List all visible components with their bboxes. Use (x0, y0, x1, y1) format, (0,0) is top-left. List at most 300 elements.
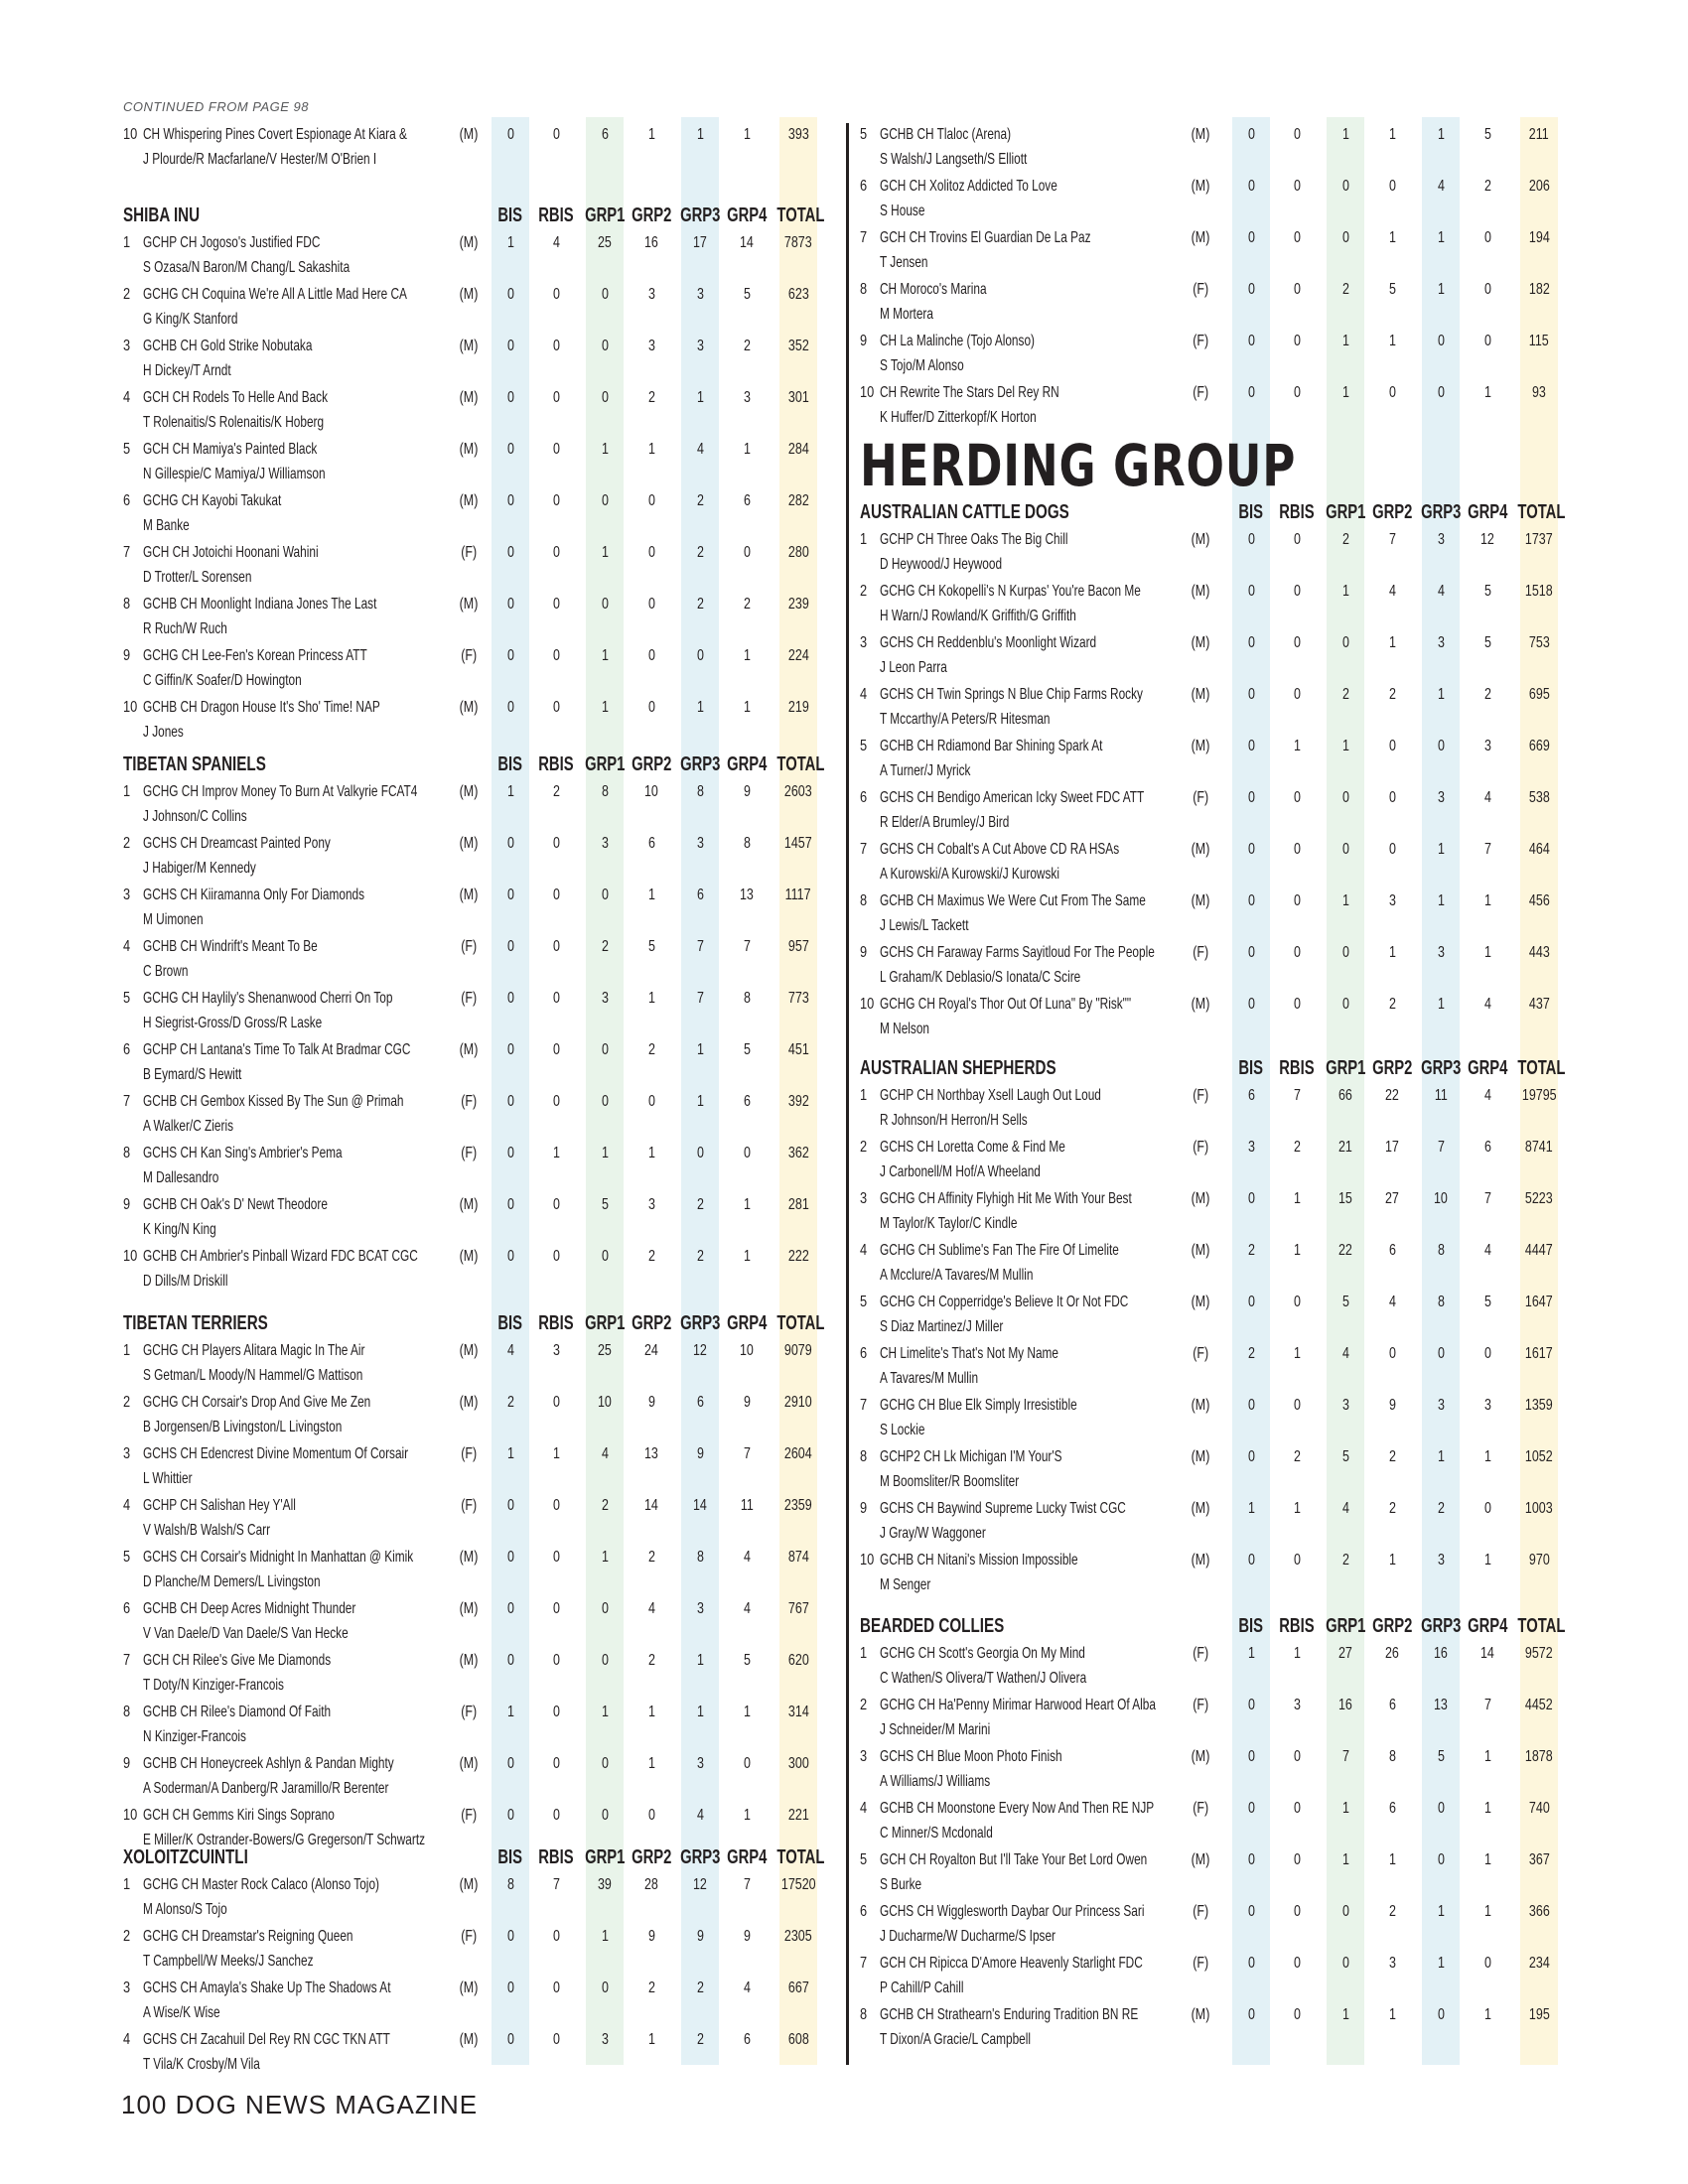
rbis-count-value: 3 (1293, 1697, 1301, 1713)
owners: A Mcclure/A Tavares/M Mullin (880, 1267, 1034, 1284)
total-points (769, 230, 828, 255)
owners: D Heywood/J Heywood (880, 556, 1003, 573)
dog-name: GCHG CH Kayobi Takukat (143, 492, 282, 509)
list-item (123, 487, 818, 539)
carryover-list (860, 121, 1568, 431)
bis-count-value: 0 (1247, 634, 1255, 651)
list-item (123, 1088, 818, 1140)
column-header-label: GRP3 (1420, 1615, 1462, 1637)
grp4-count (717, 1089, 776, 1114)
grp4-count (717, 282, 776, 307)
owners: A Tavares/M Mullin (880, 1370, 979, 1387)
list-item (123, 830, 818, 882)
grp1-count-value: 27 (1338, 1645, 1352, 1662)
total-points (769, 986, 828, 1011)
grp4-count-value: 3 (1483, 738, 1491, 754)
rank-number: 9 (123, 1196, 131, 1213)
rank-number: 1 (123, 234, 131, 251)
total-points (1509, 1186, 1569, 1211)
list-item (123, 121, 818, 173)
total-points-value: 314 (787, 1704, 809, 1720)
dog-name: GCHG CH Haylily's Shenanwood Cherri On Top (143, 990, 393, 1007)
dog-name: GCHB CH Dragon House It's Sho' Time! NAP (143, 699, 380, 716)
list-item (123, 1975, 818, 2026)
bis-count-value: 1 (1247, 1500, 1255, 1517)
grp1-count-value: 1 (601, 441, 609, 458)
grp2-count-value: 1 (647, 441, 655, 458)
owners: R Johnson/H Herron/H Sells (880, 1112, 1028, 1129)
sex-text: (F) (1193, 1800, 1208, 1817)
sex-text: (M) (459, 699, 479, 716)
sex-text: (F) (461, 1093, 477, 1110)
sex-text: (M) (459, 1549, 479, 1566)
grp4-count (1458, 1693, 1517, 1717)
sex-text: (F) (1193, 1139, 1208, 1156)
column-header-label: GRP2 (631, 1312, 672, 1334)
grp3-count-value: 11 (1434, 1087, 1448, 1104)
grp1-count-value: 5 (1341, 1448, 1349, 1465)
list-item (123, 1243, 818, 1295)
grp2-count-value: 2 (647, 1248, 655, 1265)
total-points (1509, 1693, 1569, 1717)
rank-number: 9 (123, 647, 131, 664)
grp4-count (717, 488, 776, 513)
grp2-count-value: 0 (647, 596, 655, 613)
grp3-count-value: 8 (1437, 1242, 1445, 1259)
grp1-count-value: 66 (1338, 1087, 1352, 1104)
grp4-count (1458, 1796, 1517, 1821)
rank-number: 2 (123, 1928, 131, 1945)
grp4-count-value: 5 (743, 1041, 751, 1058)
rbis-count-value: 1 (552, 1445, 560, 1462)
grp1-count-value: 0 (1341, 229, 1349, 246)
list-item (860, 526, 1568, 578)
rank-number: 8 (860, 2006, 868, 2023)
sex-text: (M) (1191, 1397, 1210, 1414)
sex-text: (F) (461, 1497, 477, 1514)
grp3-count-value: 14 (693, 1497, 707, 1514)
bis-count-value: 0 (506, 492, 514, 509)
owners: S Ozasa/N Baron/M Chang/L Sakashita (143, 259, 351, 276)
bis-count-value: 0 (1247, 1190, 1255, 1207)
total-points (1509, 1341, 1569, 1366)
total-points-value: 538 (1528, 789, 1550, 806)
dog-name: GCHS CH Loretta Come & Find Me (880, 1139, 1065, 1156)
grp3-count-value: 0 (696, 1145, 704, 1161)
dog-name: GCHG CH Scott's Georgia On My Mind (880, 1645, 1085, 1662)
grp2-count-value: 3 (1388, 892, 1396, 909)
rbis-count-value: 0 (552, 1093, 560, 1110)
grp4-count-value: 8 (743, 835, 751, 852)
rank-number: 4 (860, 1800, 868, 1817)
total-points-value: 115 (1529, 333, 1549, 349)
grp1-count-value: 21 (1338, 1139, 1352, 1156)
dog-name: GCHS CH Kiiramanna Only For Diamonds (143, 887, 365, 903)
owners: C Minner/S Mcdonald (880, 1825, 993, 1842)
grp1-count-value: 0 (1341, 1903, 1349, 1920)
rbis-count-value: 0 (1293, 944, 1301, 961)
rank-number: 4 (123, 2031, 131, 2048)
list-item (123, 1595, 818, 1647)
rbis-count-value: 1 (1293, 1500, 1301, 1517)
grp4-count (1458, 1744, 1517, 1769)
total-points (1509, 837, 1569, 862)
total-points-value: 195 (1528, 2006, 1550, 2023)
grp2-count-value: 24 (644, 1342, 658, 1359)
bis-count-value: 0 (506, 1755, 514, 1772)
total-points-value: 93 (1532, 384, 1546, 401)
breed-section (860, 1050, 1568, 1598)
owners: E Miller/K Ostrander-Bowers/G Gregerson/T Schwartz (143, 1832, 426, 1848)
grp4-count-value: 9 (743, 1394, 751, 1411)
rbis-count-value: 0 (552, 1652, 560, 1669)
total-points (769, 1441, 828, 1466)
column-header (1509, 1615, 1569, 1638)
grp3-count-value: 0 (1437, 384, 1445, 401)
total-points-value: 623 (787, 286, 809, 303)
owners: T Vila/K Crosby/M Vila (143, 2056, 260, 2073)
rbis-count-value: 1 (1293, 738, 1301, 754)
grp2-count-value: 1 (647, 1145, 655, 1161)
list-item (123, 1544, 818, 1595)
column-header-label: GRP1 (1325, 1615, 1366, 1637)
breed-name: SHIBA INU (123, 205, 201, 226)
grp4-count (1458, 1186, 1517, 1211)
rank-number: 1 (123, 1342, 131, 1359)
rbis-count-value: 0 (552, 1248, 560, 1265)
dog-name: GCHS CH Edencrest Divine Momentum Of Corsair (143, 1445, 409, 1462)
rbis-count-value: 0 (552, 938, 560, 955)
bis-count-value: 0 (1247, 229, 1255, 246)
dog-name: GCHG CH Affinity Flyhigh Hit Me With Your Best (880, 1190, 1132, 1207)
grp3-count-value: 7 (696, 938, 704, 955)
total-points-value: 211 (1529, 126, 1549, 143)
list-item (123, 1492, 818, 1544)
breed-name: XOLOITZCUINTLI (123, 1846, 248, 1868)
grp4-count (1458, 2002, 1517, 2027)
grp1-count-value: 25 (598, 1342, 612, 1359)
column-header-label: BIS (497, 1312, 523, 1334)
bis-count-value: 0 (1247, 1800, 1255, 1817)
sex-indicator (1181, 1290, 1220, 1314)
sex-text: (M) (1191, 634, 1210, 651)
grp1-count-value: 22 (1338, 1242, 1352, 1259)
rbis-count-value: 0 (552, 1394, 560, 1411)
grp2-count-value: 1 (1388, 2006, 1396, 2023)
grp1-count-value: 1 (1341, 2006, 1349, 2023)
total-points-value: 451 (787, 1041, 809, 1058)
grp1-count-value: 3 (601, 2031, 609, 2048)
total-points-value: 1003 (1525, 1500, 1553, 1517)
grp1-count-value: 4 (1341, 1500, 1349, 1517)
bis-count-value: 0 (1247, 1294, 1255, 1310)
grp1-count-value: 0 (601, 389, 609, 406)
rank-number: 7 (860, 841, 868, 858)
column-header (717, 753, 776, 776)
total-points-value: 970 (1528, 1552, 1550, 1569)
grp3-count-value: 12 (693, 1876, 707, 1893)
list-item (860, 276, 1568, 328)
dog-name: GCHG CH Improv Money To Burn At Valkyrie FCAT4 (143, 783, 418, 800)
grp4-count-value: 4 (743, 1600, 751, 1617)
grp1-count-value: 0 (601, 1041, 609, 1058)
sex-text: (M) (1191, 1294, 1210, 1310)
rbis-count-value: 0 (552, 1807, 560, 1824)
dog-name: GCHS CH Twin Springs N Blue Chip Farms Rocky (880, 686, 1143, 703)
column-header (717, 1312, 776, 1335)
grp1-count-value: 1 (1341, 126, 1349, 143)
grp1-count-value: 7 (1341, 1748, 1349, 1765)
grp2-count-value: 2 (647, 389, 655, 406)
grp4-count (1458, 785, 1517, 810)
grp3-count-value: 1 (1437, 1955, 1445, 1972)
section-heading: HERDING GROUP (860, 432, 1297, 499)
grp4-count (717, 1441, 776, 1466)
dog-name: GCHS CH Corsair's Midnight In Manhattan @ Kimik (143, 1549, 414, 1566)
list-item (860, 121, 1568, 173)
grp3-count-value: 1 (696, 1704, 704, 1720)
column-header-label: BIS (1238, 1057, 1264, 1079)
grp2-count-value: 1 (1388, 1851, 1396, 1868)
grp3-count-value: 4 (1437, 583, 1445, 600)
sex-indicator (1181, 122, 1220, 147)
dog-name: GCH CH Ripicca D'Amore Heavenly Starlight FDC (880, 1955, 1143, 1972)
owners: T Campbell/W Meeks/J Sanchez (143, 1953, 314, 1970)
total-points-value: 1878 (1525, 1748, 1553, 1765)
sex-text: (M) (459, 1600, 479, 1617)
owners: J Gray/W Waggoner (880, 1525, 986, 1542)
grp3-count-value: 3 (696, 1755, 704, 1772)
rank-number: 8 (860, 1448, 868, 1465)
sex-text: (M) (459, 338, 479, 354)
owners: J Schneider/M Marini (880, 1721, 991, 1738)
grp4-count (717, 986, 776, 1011)
grp2-count-value: 9 (647, 1928, 655, 1945)
grp2-count-value: 2 (1388, 1903, 1396, 1920)
sex-text: (M) (459, 596, 479, 613)
grp4-count-value: 4 (1483, 996, 1491, 1013)
rbis-count-value: 1 (1293, 1242, 1301, 1259)
rank-number: 4 (123, 1497, 131, 1514)
total-points-value: 5223 (1525, 1190, 1553, 1207)
rbis-count-value: 0 (552, 286, 560, 303)
total-points-value: 4452 (1525, 1697, 1553, 1713)
rank-number: 7 (860, 1397, 868, 1414)
grp2-count-value: 0 (1388, 1345, 1396, 1362)
rbis-count-value: 0 (552, 1600, 560, 1617)
grp1-count-value: 16 (1338, 1697, 1352, 1713)
owners: S Burke (880, 1876, 922, 1893)
bis-count-value: 0 (506, 389, 514, 406)
grp3-count-value: 13 (1434, 1697, 1448, 1713)
owners: J Jones (143, 724, 184, 741)
total-points-value: 300 (787, 1755, 809, 1772)
grp4-count-value: 1 (1483, 944, 1491, 961)
grp3-count-value: 2 (696, 1979, 704, 1996)
dog-name: GCHB CH Moonstone Every Now And Then RE NJP (880, 1800, 1155, 1817)
grp3-count-value: 1 (1437, 1903, 1445, 1920)
grp4-count-value: 4 (743, 1549, 751, 1566)
grp4-count-value: 0 (743, 544, 751, 561)
bis-count-value: 1 (506, 234, 514, 251)
grp4-count (717, 643, 776, 668)
grp1-count-value: 10 (598, 1394, 612, 1411)
dog-name: GCHG CH Ha'Penny Mirimar Harwood Heart Of Alba (880, 1697, 1156, 1713)
grp4-count-value: 3 (743, 389, 751, 406)
list-item (860, 629, 1568, 681)
dog-name: GCHS CH Amayla's Shake Up The Shadows At (143, 1979, 391, 1996)
owners: A Turner/J Myrick (880, 762, 971, 779)
column-header-label: BIS (497, 205, 523, 226)
column-header-label: RBIS (1279, 1615, 1315, 1637)
rank-number: 4 (123, 389, 131, 406)
column-header (1509, 501, 1569, 524)
owners: M Boomsliter/R Boomsliter (880, 1473, 1020, 1490)
dog-name: GCHS CH Bendigo American Icky Sweet FDC ATT (880, 789, 1145, 806)
sex-indicator (1181, 1951, 1220, 1976)
grp3-count-value: 8 (1437, 1294, 1445, 1310)
sex-indicator (1181, 1796, 1220, 1821)
total-points-value: 301 (787, 389, 809, 406)
rbis-count-value: 1 (1293, 1345, 1301, 1362)
rank-number: 9 (860, 944, 868, 961)
total-points-value: 224 (787, 647, 809, 664)
grp3-count-value: 1 (1437, 686, 1445, 703)
grp3-count-value: 1 (1437, 841, 1445, 858)
list-item (860, 1846, 1568, 1898)
rbis-count-value: 0 (1293, 841, 1301, 858)
owners: L Whittier (143, 1470, 193, 1487)
bis-count-value: 0 (1247, 738, 1255, 754)
list-item (860, 2001, 1568, 2053)
total-points (769, 1700, 828, 1724)
list-item (860, 1134, 1568, 1185)
list-item (123, 539, 818, 591)
sex-indicator (1181, 1393, 1220, 1418)
rbis-count-value: 0 (552, 441, 560, 458)
bis-count-value: 0 (506, 338, 514, 354)
breed-name: BEARDED COLLIES (860, 1615, 1005, 1637)
list-item (860, 224, 1568, 276)
grp2-count-value: 2 (1388, 996, 1396, 1013)
sex-text: (M) (1191, 583, 1210, 600)
owners: J Leon Parra (880, 659, 947, 676)
grp3-count-value: 1 (696, 389, 704, 406)
sex-text: (M) (1191, 1190, 1210, 1207)
grp4-count (1458, 277, 1517, 302)
grp3-count-value: 2 (1437, 1500, 1445, 1517)
owners: A Williams/J Williams (880, 1773, 991, 1790)
grp4-count-value: 13 (740, 887, 754, 903)
grp1-count-value: 0 (601, 286, 609, 303)
grp3-count-value: 6 (696, 1394, 704, 1411)
grp2-count-value: 1 (1388, 126, 1396, 143)
breed-name: AUSTRALIAN CATTLE DOGS (860, 501, 1069, 523)
list-item (860, 1950, 1568, 2001)
grp4-count-value: 0 (743, 1145, 751, 1161)
list-item (860, 1743, 1568, 1795)
rank-number: 8 (860, 281, 868, 298)
column-header-label: GRP2 (1371, 1615, 1413, 1637)
total-points-value: 620 (787, 1652, 809, 1669)
owners: J Carbonell/M Hof/A Wheeland (880, 1163, 1041, 1180)
column-header (769, 1846, 828, 1869)
total-points (769, 1648, 828, 1673)
grp4-count-value: 2 (743, 596, 751, 613)
grp3-count-value: 1 (696, 1093, 704, 1110)
grp4-count-value: 2 (1483, 178, 1491, 195)
grp4-count-value: 14 (740, 234, 754, 251)
sex-text: (M) (1191, 229, 1210, 246)
grp1-count-value: 0 (601, 1755, 609, 1772)
list-item (123, 591, 818, 642)
column-header-label: RBIS (538, 1846, 574, 1868)
sex-indicator (1181, 1341, 1220, 1366)
grp4-count-value: 9 (743, 1928, 751, 1945)
grp4-count (1458, 630, 1517, 655)
bis-count-value: 0 (1247, 126, 1255, 143)
grp4-count (1458, 1083, 1517, 1108)
grp1-count-value: 5 (1341, 1294, 1349, 1310)
grp2-count-value: 1 (1388, 1552, 1396, 1569)
sex-text: (M) (459, 1979, 479, 1996)
dog-name: GCHB CH Moonlight Indiana Jones The Last (143, 596, 377, 613)
column-header-label: RBIS (1279, 1057, 1315, 1079)
bis-count-value: 0 (506, 1807, 514, 1824)
grp2-count-value: 9 (647, 1394, 655, 1411)
grp4-count (717, 2027, 776, 2052)
grp4-count-value: 1 (1483, 1748, 1491, 1765)
total-points (1509, 992, 1569, 1017)
total-points-value: 767 (787, 1600, 809, 1617)
owners: L Graham/K Deblasio/S Ionata/C Scire (880, 969, 1081, 986)
grp1-count-value: 1 (601, 1145, 609, 1161)
list-item (860, 578, 1568, 629)
rank-number: 1 (860, 531, 868, 548)
grp2-count-value: 28 (644, 1876, 658, 1893)
rank-number: 5 (860, 1851, 868, 1868)
grp1-count-value: 0 (1341, 634, 1349, 651)
list-item (123, 778, 818, 830)
grp1-count-value: 39 (598, 1876, 612, 1893)
list-item (123, 281, 818, 333)
total-points (1509, 1393, 1569, 1418)
grp2-count-value: 0 (1388, 841, 1396, 858)
rank-number: 10 (123, 126, 138, 143)
grp4-count (717, 1648, 776, 1673)
grp1-count-value: 2 (1341, 281, 1349, 298)
sex-text: (F) (461, 938, 477, 955)
grp3-count-value: 5 (1437, 1748, 1445, 1765)
total-points-value: 608 (787, 2031, 809, 2048)
dog-name: GCHP CH Lantana's Time To Talk At Bradmar CGC (143, 1041, 411, 1058)
column-header-label: GRP3 (679, 1846, 721, 1868)
column-header (717, 205, 776, 227)
rank-number: 3 (123, 887, 131, 903)
grp3-count-value: 16 (1434, 1645, 1448, 1662)
rbis-count-value: 0 (552, 1549, 560, 1566)
grp3-count-value: 0 (696, 647, 704, 664)
list-item (860, 173, 1568, 224)
sex-text: (M) (459, 2031, 479, 2048)
column-header-label: GRP1 (584, 1846, 626, 1868)
grp1-count-value: 2 (1341, 1552, 1349, 1569)
list-item (860, 1185, 1568, 1237)
total-points-value: 234 (1528, 1955, 1550, 1972)
grp1-count-value: 1 (1341, 583, 1349, 600)
bis-count-value: 0 (1247, 1955, 1255, 1972)
dog-name: GCHG CH Blue Elk Simply Irresistible (880, 1397, 1077, 1414)
